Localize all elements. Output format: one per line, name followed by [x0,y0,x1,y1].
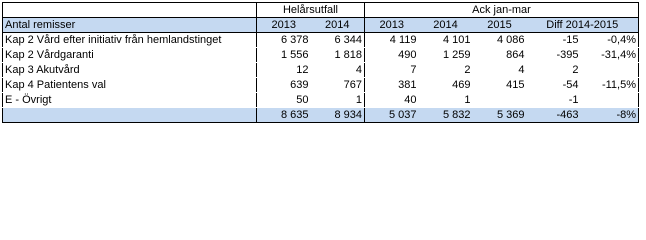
table-cell: 40 [365,93,419,108]
table-cell: 1 818 [311,48,365,63]
row-label: Kap 2 Vård efter initiativ från hemlandstinget [3,33,257,48]
table-cell: 7 [365,63,419,78]
table-cell: 6 378 [257,33,311,48]
table-cell [581,63,639,78]
table-cell: 4 101 [419,33,473,48]
table-cell: 4 119 [365,33,419,48]
row-label: Kap 2 Vårdgaranti [3,48,257,63]
table-cell: 4 [311,63,365,78]
row-label: E - Övrigt [3,93,257,108]
table-row [3,63,639,78]
sub-header-cell: 2014 [419,18,473,33]
table-cell: -31,4% [581,48,639,63]
row-header-label: Antal remisser [3,18,257,33]
table-cell: 864 [473,48,527,63]
table-cell: 1 259 [419,48,473,63]
table-cell: 4 086 [473,33,527,48]
table-cell: 12 [257,63,311,78]
table-row [3,93,639,108]
table-row [3,78,639,93]
sub-header-cell: 2015 [473,18,527,33]
total-label [3,108,257,123]
table-cell: -54 [527,78,581,93]
sub-header-cell: 2014 [311,18,365,33]
table-cell: 469 [419,78,473,93]
table-cell: 490 [365,48,419,63]
group-header-ytd: Ack jan-mar [365,3,639,18]
sub-header-row [3,18,639,33]
table-cell: 1 [419,93,473,108]
sub-header-cell: 2013 [257,18,311,33]
group-header-full-year: Helårsutfall [257,3,365,18]
table-cell: 50 [257,93,311,108]
total-cell: -463 [527,108,581,123]
total-row [3,108,639,123]
table-cell: 1 [311,93,365,108]
total-cell: 5 037 [365,108,419,123]
total-cell: 5 369 [473,108,527,123]
table-cell: 1 556 [257,48,311,63]
table-cell: -1 [527,93,581,108]
table-cell: 639 [257,78,311,93]
remisser-table [2,2,639,123]
group-header-row [3,3,639,18]
total-cell: 8 635 [257,108,311,123]
table-cell: 6 344 [311,33,365,48]
table-cell: 4 [473,63,527,78]
row-label: Kap 3 Akutvård [3,63,257,78]
table-cell [473,93,527,108]
total-cell: 5 832 [419,108,473,123]
total-cell: 8 934 [311,108,365,123]
total-cell: -8% [581,108,639,123]
header-blank-cell [3,3,257,18]
table-cell: -395 [527,48,581,63]
table-cell: -11,5% [581,78,639,93]
table-cell: 2 [419,63,473,78]
sub-header-cell: Diff 2014-2015 [527,18,639,33]
table-row [3,48,639,63]
table-container [2,2,639,123]
table-cell: 767 [311,78,365,93]
table-cell [581,93,639,108]
table-cell: -15 [527,33,581,48]
row-label: Kap 4 Patientens val [3,78,257,93]
table-cell: 415 [473,78,527,93]
table-cell: 381 [365,78,419,93]
table-cell: 2 [527,63,581,78]
table-cell: -0,4% [581,33,639,48]
sub-header-cell: 2013 [365,18,419,33]
table-row [3,33,639,48]
